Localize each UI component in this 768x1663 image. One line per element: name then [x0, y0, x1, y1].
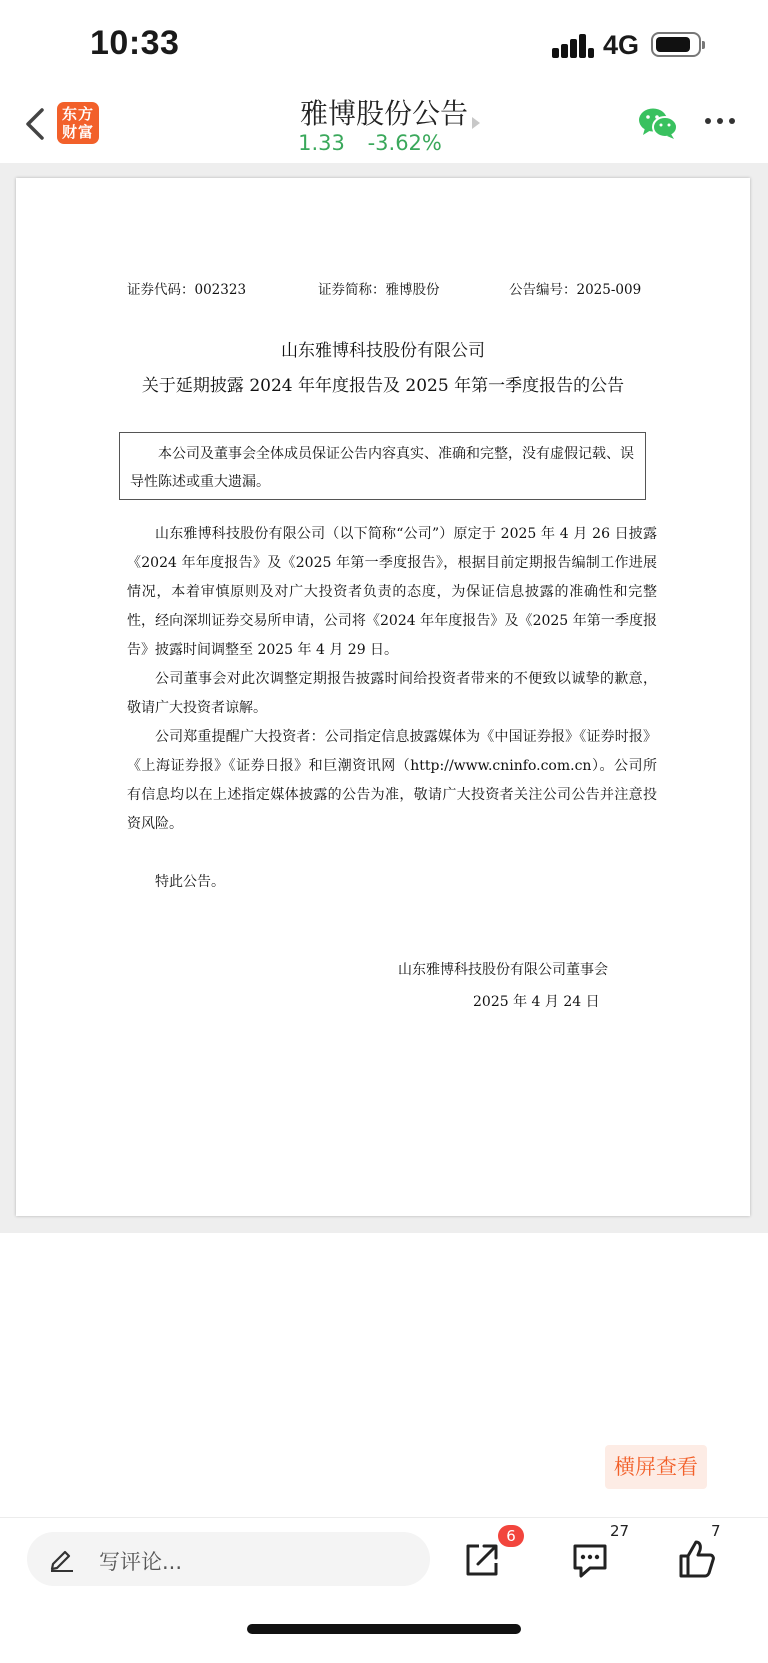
body-paragraph: 公司郑重提醒广大投资者：公司指定信息披露媒体为《中国证券报》《证券时报》《上海证券报》《证券日报》和巨潮资讯网（http://www.cninfo.com.cn）。公司所有信息均以在上述指定媒体披露的公告为准，敬请广大投资者关注公司公告并注意投资风险。	[127, 729, 657, 832]
status-time: 10:33	[90, 24, 180, 62]
comment-placeholder: 写评论...	[99, 1550, 183, 1574]
security-short-name: 证券简称：雅博股份	[318, 282, 440, 298]
pencil-icon	[49, 1546, 75, 1572]
notice-number: 公告编号：2025-009	[509, 282, 642, 298]
share-count-badge: 6	[498, 1525, 524, 1547]
logo-line-1: 东方	[61, 105, 94, 123]
body-paragraph: 公司董事会对此次调整定期报告披露时间给投资者带来的不便致以诚挚的歉意，敬请广大投资者谅解。	[127, 671, 657, 716]
nav-bar	[0, 90, 768, 162]
network-type: 4G	[603, 30, 640, 60]
comments-icon[interactable]	[570, 1540, 610, 1580]
document-viewer[interactable]	[0, 163, 768, 1233]
signature-date: 2025 年 4 月 24 日	[473, 994, 600, 1010]
wechat-share-icon[interactable]	[637, 106, 679, 140]
home-indicator	[247, 1624, 521, 1634]
body-paragraph: 山东雅博科技股份有限公司（以下简称“公司”）原定于 2025 年 4 月 26 日披露《2024 年年度报告》及《2025 年第一季度报告》，根据目前定期报告编制工作进展情况，本着审慎原则及对广大投资者负责的态度，为保证信息披露的准确性和完整性，经向深圳证券交易所申请，公司将《2024 年年度报告》及《2025 年第一季度报告》披露时间调整至 2025 年 4 月 29 日。	[127, 526, 657, 658]
signature-company: 山东雅博科技股份有限公司董事会	[398, 962, 608, 978]
document-company: 山东雅博科技股份有限公司	[281, 341, 485, 361]
page-title[interactable]: 雅博股份公告	[299, 97, 468, 130]
battery-icon	[651, 32, 701, 57]
likes-count: 7	[711, 1522, 721, 1540]
document-title: 关于延期披露 2024 年年度报告及 2025 年第一季度报告的公告	[141, 376, 625, 396]
stock-change: -3.62%	[367, 131, 442, 155]
board-guarantee-notice: 本公司及董事会全体成员保证公告内容真实、准确和完整，没有虚假记载、误导性陈述或重大遗漏。	[119, 432, 646, 500]
logo-line-2: 财富	[61, 123, 94, 141]
status-bar	[0, 0, 768, 90]
landscape-view-button[interactable]: 横屏查看	[605, 1445, 707, 1489]
share-icon[interactable]	[462, 1540, 502, 1580]
thumbs-up-icon[interactable]	[677, 1538, 717, 1580]
comment-input[interactable]	[27, 1532, 430, 1586]
comments-count: 27	[610, 1522, 630, 1540]
caret-right-icon[interactable]	[471, 116, 481, 130]
document-page	[16, 178, 750, 1216]
closing-statement: 特此公告。	[155, 874, 225, 890]
signal-strength-icon	[552, 32, 594, 58]
stock-price: 1.33	[298, 131, 345, 155]
more-options-icon[interactable]	[704, 116, 736, 126]
bottom-action-bar	[0, 1517, 768, 1663]
security-code: 证券代码：002323	[127, 282, 247, 298]
stock-quote	[0, 131, 740, 155]
